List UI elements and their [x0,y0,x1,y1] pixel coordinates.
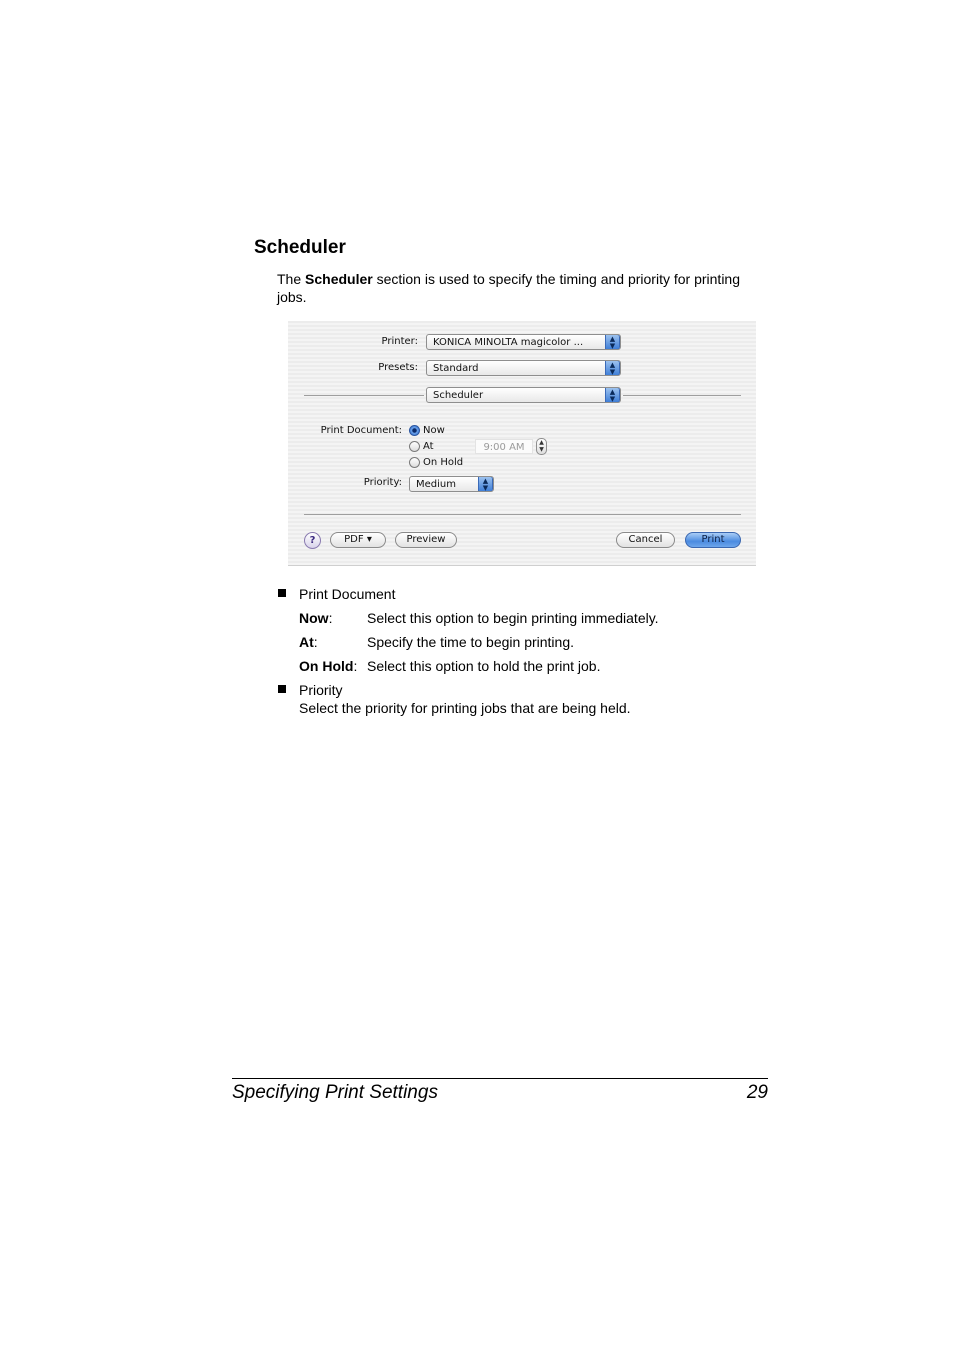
list-priority: Priority [299,682,343,698]
term-colon: : [328,610,333,626]
desc-priority: Select the priority for printing jobs that are being held. [299,700,631,716]
list-print-document: Print Document [299,586,396,602]
print-document-label: Print Document: [320,425,402,436]
presets-popup-value: Standard [433,363,479,374]
intro-text-post: section is used to specify the timing and priority for printing jobs. [277,271,741,305]
popup-arrows-icon: ▲ ▼ [605,334,620,350]
term-now [299,609,332,627]
popup-arrows-icon: ▲ ▼ [605,360,620,376]
term-on-hold [299,657,357,675]
intro-text-pre: The [277,271,306,287]
print-button[interactable]: Print [685,532,741,548]
radio-on-hold-label: On Hold [423,457,464,468]
term-on-hold-label: On Hold [299,658,354,674]
time-field[interactable]: 9:00 AM [475,439,533,454]
term-colon: : [353,658,358,674]
section-title: Scheduler [254,237,346,258]
radio-now[interactable] [409,425,420,436]
panel-popup[interactable] [426,387,621,403]
priority-popup-value: Medium [416,479,456,490]
radio-at[interactable] [409,441,420,452]
term-now-label: Now [299,610,329,626]
footer-rule [232,1078,768,1079]
intro-paragraph [277,270,757,306]
panel-divider-left [304,395,424,396]
term-colon: : [313,634,318,650]
radio-at-label: At [423,441,434,452]
panel-popup-value: Scheduler [433,390,484,401]
printer-label: Printer: [381,336,418,347]
bullet-square-icon [278,685,286,693]
radio-now-label: Now [423,425,445,436]
time-stepper[interactable]: ▲ ▼ [536,438,547,455]
intro-text-bold: Scheduler [305,271,373,287]
preview-button[interactable]: Preview [395,532,457,548]
presets-popup[interactable] [426,360,621,376]
printer-popup-value: KONICA MINOLTA magicolor ... [433,337,584,348]
desc-now: Select this option to begin printing immediately. [367,610,659,626]
cancel-button[interactable]: Cancel [616,532,675,548]
footer-page-number: 29 [746,1082,768,1103]
footer-chapter: Specifying Print Settings [232,1082,438,1103]
desc-at: Specify the time to begin printing. [367,634,575,650]
bullet-square-icon [278,589,286,597]
printer-popup[interactable] [426,334,621,350]
priority-popup[interactable] [409,476,494,492]
popup-arrows-icon: ▲ ▼ [478,476,493,492]
print-dialog [288,321,756,566]
term-at [299,633,318,651]
button-bar-divider [304,514,741,515]
panel-divider-right [623,395,741,396]
help-button[interactable]: ? [304,532,321,549]
term-at-label: At [299,634,314,650]
popup-arrows-icon: ▲ ▼ [605,387,620,403]
radio-on-hold[interactable] [409,457,420,468]
presets-label: Presets: [378,362,418,373]
pdf-button[interactable]: PDF ▾ [330,532,386,548]
desc-on-hold: Select this option to hold the print job. [367,658,601,674]
priority-label: Priority: [363,477,402,488]
